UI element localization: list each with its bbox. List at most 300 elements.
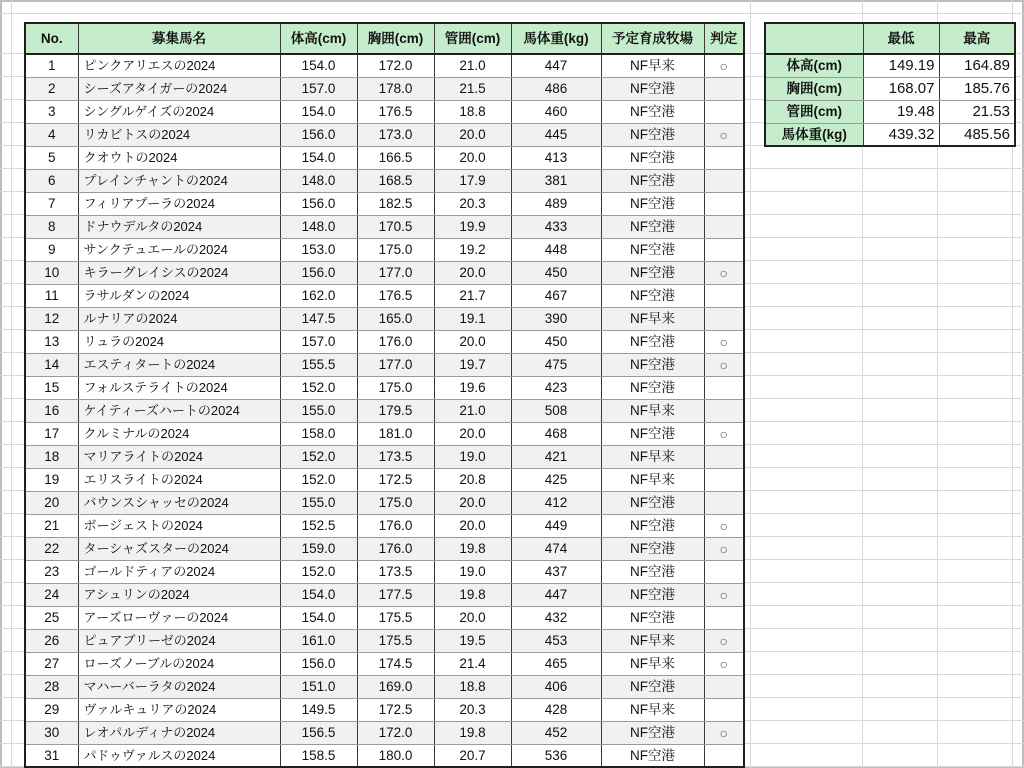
cell-height[interactable]: 148.0 xyxy=(280,169,357,192)
cell-weight[interactable]: 453 xyxy=(511,629,601,652)
cell-height[interactable]: 154.0 xyxy=(280,100,357,123)
cell-chest[interactable]: 177.5 xyxy=(357,583,434,606)
cell-farm[interactable]: NF早来 xyxy=(601,698,704,721)
sheet-gridline xyxy=(11,0,12,768)
cell-mark[interactable]: ○ xyxy=(704,261,744,284)
cell-no[interactable]: 10 xyxy=(25,261,78,284)
cell-weight[interactable]: 412 xyxy=(511,491,601,514)
stats-row xyxy=(765,77,1015,100)
cell-mark[interactable] xyxy=(704,169,744,192)
cell-chest[interactable]: 176.0 xyxy=(357,514,434,537)
cell-no[interactable]: 9 xyxy=(25,238,78,261)
cell-cannon[interactable]: 18.8 xyxy=(434,100,511,123)
cell-mark[interactable] xyxy=(704,77,744,100)
cell-cannon[interactable]: 17.9 xyxy=(434,169,511,192)
cell-mark[interactable] xyxy=(704,491,744,514)
cell-height[interactable]: 157.0 xyxy=(280,330,357,353)
cell-weight[interactable]: 433 xyxy=(511,215,601,238)
cell-mark[interactable] xyxy=(704,100,744,123)
horse-row-2 xyxy=(25,77,744,100)
cell-chest[interactable]: 173.0 xyxy=(357,123,434,146)
cell-weight[interactable]: 425 xyxy=(511,468,601,491)
column-header-farm[interactable]: 予定育成牧場 xyxy=(601,23,704,54)
column-header-cannon[interactable]: 管囲(cm) xyxy=(434,23,511,54)
cell-cannon[interactable]: 19.1 xyxy=(434,307,511,330)
cell-height[interactable]: 158.5 xyxy=(280,744,357,767)
cell-no[interactable]: 6 xyxy=(25,169,78,192)
cell-farm[interactable]: NF空港 xyxy=(601,238,704,261)
stats-max-value[interactable]: 164.89 xyxy=(939,54,1015,77)
horse-row-18 xyxy=(25,445,744,468)
cell-farm[interactable]: NF早来 xyxy=(601,399,704,422)
cell-no[interactable]: 21 xyxy=(25,514,78,537)
cell-horse-name[interactable]: アーズローヴァーの2024 xyxy=(78,606,280,629)
cell-no[interactable]: 11 xyxy=(25,284,78,307)
cell-farm[interactable]: NF早来 xyxy=(601,445,704,468)
cell-farm[interactable]: NF空港 xyxy=(601,261,704,284)
cell-cannon[interactable]: 19.0 xyxy=(434,445,511,468)
cell-horse-name[interactable]: ラサルダンの2024 xyxy=(78,284,280,307)
stats-min-value[interactable]: 19.48 xyxy=(863,100,939,123)
cell-horse-name[interactable]: フォルステライトの2024 xyxy=(78,376,280,399)
cell-mark[interactable] xyxy=(704,606,744,629)
cell-weight[interactable]: 486 xyxy=(511,77,601,100)
stats-min-value[interactable]: 149.19 xyxy=(863,54,939,77)
cell-cannon[interactable]: 20.0 xyxy=(434,422,511,445)
cell-farm[interactable]: NF空港 xyxy=(601,376,704,399)
cell-farm[interactable]: NF空港 xyxy=(601,100,704,123)
cell-height[interactable]: 149.5 xyxy=(280,698,357,721)
cell-mark[interactable] xyxy=(704,284,744,307)
cell-farm[interactable]: NF空港 xyxy=(601,77,704,100)
horse-row-5 xyxy=(25,146,744,169)
stats-max-value[interactable]: 21.53 xyxy=(939,100,1015,123)
horse-row-3 xyxy=(25,100,744,123)
cell-weight[interactable]: 448 xyxy=(511,238,601,261)
cell-cannon[interactable]: 19.9 xyxy=(434,215,511,238)
cell-weight[interactable]: 445 xyxy=(511,123,601,146)
cell-no[interactable]: 1 xyxy=(25,54,78,77)
cell-mark[interactable] xyxy=(704,376,744,399)
cell-no[interactable]: 5 xyxy=(25,146,78,169)
cell-height[interactable]: 155.5 xyxy=(280,353,357,376)
cell-height[interactable]: 154.0 xyxy=(280,54,357,77)
cell-no[interactable]: 7 xyxy=(25,192,78,215)
cell-horse-name[interactable]: ケイティーズハートの2024 xyxy=(78,399,280,422)
cell-chest[interactable]: 177.0 xyxy=(357,353,434,376)
cell-chest[interactable]: 168.5 xyxy=(357,169,434,192)
cell-chest[interactable]: 169.0 xyxy=(357,675,434,698)
stats-label[interactable]: 体高(cm) xyxy=(765,54,863,77)
cell-chest[interactable]: 174.5 xyxy=(357,652,434,675)
cell-weight[interactable]: 450 xyxy=(511,261,601,284)
cell-horse-name[interactable]: シングルゲイズの2024 xyxy=(78,100,280,123)
cell-mark[interactable]: ○ xyxy=(704,652,744,675)
cell-horse-name[interactable]: ルナリアの2024 xyxy=(78,307,280,330)
cell-weight[interactable]: 452 xyxy=(511,721,601,744)
cell-horse-name[interactable]: プレインチャントの2024 xyxy=(78,169,280,192)
cell-farm[interactable]: NF空港 xyxy=(601,606,704,629)
stats-row xyxy=(765,123,1015,146)
cell-farm[interactable]: NF早来 xyxy=(601,54,704,77)
horse-table xyxy=(24,22,745,768)
cell-chest[interactable]: 166.5 xyxy=(357,146,434,169)
cell-weight[interactable]: 428 xyxy=(511,698,601,721)
cell-horse-name[interactable]: ローズノーブルの2024 xyxy=(78,652,280,675)
cell-no[interactable]: 4 xyxy=(25,123,78,146)
stats-label[interactable]: 胸囲(cm) xyxy=(765,77,863,100)
cell-weight[interactable]: 536 xyxy=(511,744,601,767)
cell-weight[interactable]: 450 xyxy=(511,330,601,353)
cell-weight[interactable]: 460 xyxy=(511,100,601,123)
cell-farm[interactable]: NF空港 xyxy=(601,514,704,537)
cell-height[interactable]: 147.5 xyxy=(280,307,357,330)
stats-label[interactable]: 管囲(cm) xyxy=(765,100,863,123)
cell-mark[interactable] xyxy=(704,238,744,261)
cell-height[interactable]: 154.0 xyxy=(280,583,357,606)
cell-mark[interactable]: ○ xyxy=(704,123,744,146)
cell-height[interactable]: 153.0 xyxy=(280,238,357,261)
cell-cannon[interactable]: 19.7 xyxy=(434,353,511,376)
cell-farm[interactable]: NF空港 xyxy=(601,284,704,307)
cell-weight[interactable]: 467 xyxy=(511,284,601,307)
cell-farm[interactable]: NF空港 xyxy=(601,491,704,514)
cell-mark[interactable] xyxy=(704,675,744,698)
cell-horse-name[interactable]: サンクテュエールの2024 xyxy=(78,238,280,261)
cell-cannon[interactable]: 19.2 xyxy=(434,238,511,261)
cell-no[interactable]: 27 xyxy=(25,652,78,675)
cell-mark[interactable] xyxy=(704,744,744,767)
cell-height[interactable]: 156.0 xyxy=(280,123,357,146)
cell-no[interactable]: 14 xyxy=(25,353,78,376)
cell-no[interactable]: 12 xyxy=(25,307,78,330)
cell-cannon[interactable]: 20.0 xyxy=(434,514,511,537)
cell-horse-name[interactable]: ゴールドティアの2024 xyxy=(78,560,280,583)
cell-farm[interactable]: NF空港 xyxy=(601,169,704,192)
horse-row-7 xyxy=(25,192,744,215)
cell-chest[interactable]: 179.5 xyxy=(357,399,434,422)
cell-no[interactable]: 26 xyxy=(25,629,78,652)
cell-cannon[interactable]: 19.8 xyxy=(434,537,511,560)
cell-chest[interactable]: 182.5 xyxy=(357,192,434,215)
cell-cannon[interactable]: 21.0 xyxy=(434,54,511,77)
cell-weight[interactable]: 406 xyxy=(511,675,601,698)
cell-weight[interactable]: 468 xyxy=(511,422,601,445)
cell-chest[interactable]: 176.5 xyxy=(357,284,434,307)
cell-no[interactable]: 22 xyxy=(25,537,78,560)
horse-row-10 xyxy=(25,261,744,284)
cell-weight[interactable]: 474 xyxy=(511,537,601,560)
column-header-mark[interactable]: 判定 xyxy=(704,23,744,54)
cell-weight[interactable]: 423 xyxy=(511,376,601,399)
cell-cannon[interactable]: 20.0 xyxy=(434,261,511,284)
cell-no[interactable]: 15 xyxy=(25,376,78,399)
cell-horse-name[interactable]: リカビトスの2024 xyxy=(78,123,280,146)
cell-height[interactable]: 156.0 xyxy=(280,652,357,675)
cell-no[interactable]: 24 xyxy=(25,583,78,606)
cell-no[interactable]: 18 xyxy=(25,445,78,468)
column-header-horse-name[interactable]: 募集馬名 xyxy=(78,23,280,54)
cell-chest[interactable]: 175.0 xyxy=(357,376,434,399)
cell-farm[interactable]: NF空港 xyxy=(601,330,704,353)
cell-weight[interactable]: 447 xyxy=(511,583,601,606)
cell-mark[interactable]: ○ xyxy=(704,514,744,537)
cell-mark[interactable]: ○ xyxy=(704,721,744,744)
cell-mark[interactable] xyxy=(704,146,744,169)
cell-chest[interactable]: 173.5 xyxy=(357,445,434,468)
cell-farm[interactable]: NF空港 xyxy=(601,353,704,376)
cell-farm[interactable]: NF空港 xyxy=(601,146,704,169)
cell-weight[interactable]: 489 xyxy=(511,192,601,215)
horse-row-17 xyxy=(25,422,744,445)
cell-mark[interactable]: ○ xyxy=(704,537,744,560)
cell-height[interactable]: 152.0 xyxy=(280,560,357,583)
cell-chest[interactable]: 175.5 xyxy=(357,606,434,629)
cell-horse-name[interactable]: ピンクアリエスの2024 xyxy=(78,54,280,77)
cell-mark[interactable]: ○ xyxy=(704,330,744,353)
cell-farm[interactable]: NF空港 xyxy=(601,675,704,698)
cell-chest[interactable]: 176.0 xyxy=(357,330,434,353)
stats-row xyxy=(765,100,1015,123)
cell-chest[interactable]: 177.0 xyxy=(357,261,434,284)
cell-mark[interactable]: ○ xyxy=(704,54,744,77)
cell-height[interactable]: 155.0 xyxy=(280,399,357,422)
cell-no[interactable]: 8 xyxy=(25,215,78,238)
cell-height[interactable]: 156.0 xyxy=(280,261,357,284)
cell-horse-name[interactable]: リュラの2024 xyxy=(78,330,280,353)
column-header-height[interactable]: 体高(cm) xyxy=(280,23,357,54)
cell-mark[interactable]: ○ xyxy=(704,629,744,652)
cell-cannon[interactable]: 19.8 xyxy=(434,721,511,744)
horse-row-15 xyxy=(25,376,744,399)
cell-height[interactable]: 152.0 xyxy=(280,376,357,399)
cell-weight[interactable]: 447 xyxy=(511,54,601,77)
cell-horse-name[interactable]: エリスライトの2024 xyxy=(78,468,280,491)
cell-horse-name[interactable]: マハーバーラタの2024 xyxy=(78,675,280,698)
cell-farm[interactable]: NF空港 xyxy=(601,721,704,744)
cell-height[interactable]: 151.0 xyxy=(280,675,357,698)
horse-row-31 xyxy=(25,744,744,767)
stats-max-value[interactable]: 185.76 xyxy=(939,77,1015,100)
stats-min-value[interactable]: 439.32 xyxy=(863,123,939,146)
cell-no[interactable]: 3 xyxy=(25,100,78,123)
cell-mark[interactable] xyxy=(704,698,744,721)
cell-weight[interactable]: 381 xyxy=(511,169,601,192)
cell-horse-name[interactable]: ヴァルキュリアの2024 xyxy=(78,698,280,721)
cell-chest[interactable]: 180.0 xyxy=(357,744,434,767)
cell-horse-name[interactable]: マリアライトの2024 xyxy=(78,445,280,468)
cell-no[interactable]: 16 xyxy=(25,399,78,422)
cell-horse-name[interactable]: ボージェストの2024 xyxy=(78,514,280,537)
cell-height[interactable]: 155.0 xyxy=(280,491,357,514)
cell-mark[interactable]: ○ xyxy=(704,353,744,376)
cell-horse-name[interactable]: レオパルディナの2024 xyxy=(78,721,280,744)
cell-mark[interactable]: ○ xyxy=(704,422,744,445)
cell-horse-name[interactable]: アシュリンの2024 xyxy=(78,583,280,606)
horse-row-25 xyxy=(25,606,744,629)
column-header-chest[interactable]: 胸囲(cm) xyxy=(357,23,434,54)
cell-chest[interactable]: 172.5 xyxy=(357,468,434,491)
cell-cannon[interactable]: 19.8 xyxy=(434,583,511,606)
horse-row-16 xyxy=(25,399,744,422)
cell-height[interactable]: 157.0 xyxy=(280,77,357,100)
cell-horse-name[interactable]: ピュアブリーゼの2024 xyxy=(78,629,280,652)
cell-height[interactable]: 152.0 xyxy=(280,445,357,468)
cell-mark[interactable] xyxy=(704,560,744,583)
cell-horse-name[interactable]: エスティタートの2024 xyxy=(78,353,280,376)
stats-corner-cell[interactable] xyxy=(765,23,863,54)
cell-height[interactable]: 156.0 xyxy=(280,192,357,215)
cell-mark[interactable] xyxy=(704,215,744,238)
cell-mark[interactable] xyxy=(704,445,744,468)
cell-cannon[interactable]: 21.4 xyxy=(434,652,511,675)
cell-chest[interactable]: 172.5 xyxy=(357,698,434,721)
cell-weight[interactable]: 413 xyxy=(511,146,601,169)
cell-height[interactable]: 148.0 xyxy=(280,215,357,238)
horse-row-29 xyxy=(25,698,744,721)
horse-row-21 xyxy=(25,514,744,537)
cell-horse-name[interactable]: パドゥヴァルスの2024 xyxy=(78,744,280,767)
cell-chest[interactable]: 170.5 xyxy=(357,215,434,238)
cell-cannon[interactable]: 20.8 xyxy=(434,468,511,491)
cell-chest[interactable]: 176.5 xyxy=(357,100,434,123)
cell-farm[interactable]: NF空港 xyxy=(601,192,704,215)
cell-cannon[interactable]: 21.0 xyxy=(434,399,511,422)
cell-weight[interactable]: 465 xyxy=(511,652,601,675)
cell-horse-name[interactable]: フィリアプーラの2024 xyxy=(78,192,280,215)
cell-mark[interactable] xyxy=(704,468,744,491)
cell-horse-name[interactable]: クルミナルの2024 xyxy=(78,422,280,445)
sheet-gridline xyxy=(0,13,1024,14)
stats-max-value[interactable]: 485.56 xyxy=(939,123,1015,146)
cell-no[interactable]: 25 xyxy=(25,606,78,629)
cell-cannon[interactable]: 21.5 xyxy=(434,77,511,100)
cell-mark[interactable] xyxy=(704,307,744,330)
cell-no[interactable]: 30 xyxy=(25,721,78,744)
cell-cannon[interactable]: 20.3 xyxy=(434,192,511,215)
cell-weight[interactable]: 437 xyxy=(511,560,601,583)
cell-height[interactable]: 152.0 xyxy=(280,468,357,491)
cell-farm[interactable]: NF空港 xyxy=(601,560,704,583)
column-header-no[interactable]: No. xyxy=(25,23,78,54)
cell-no[interactable]: 31 xyxy=(25,744,78,767)
cell-no[interactable]: 23 xyxy=(25,560,78,583)
cell-height[interactable]: 158.0 xyxy=(280,422,357,445)
cell-no[interactable]: 17 xyxy=(25,422,78,445)
cell-no[interactable]: 20 xyxy=(25,491,78,514)
cell-farm[interactable]: NF空港 xyxy=(601,744,704,767)
cell-mark[interactable]: ○ xyxy=(704,583,744,606)
column-header-weight[interactable]: 馬体重(kg) xyxy=(511,23,601,54)
cell-cannon[interactable]: 21.7 xyxy=(434,284,511,307)
cell-farm[interactable]: NF空港 xyxy=(601,422,704,445)
cell-horse-name[interactable]: バウンスシャッセの2024 xyxy=(78,491,280,514)
cell-horse-name[interactable]: ターシャズスターの2024 xyxy=(78,537,280,560)
cell-cannon[interactable]: 20.0 xyxy=(434,606,511,629)
cell-weight[interactable]: 508 xyxy=(511,399,601,422)
horse-row-6 xyxy=(25,169,744,192)
cell-chest[interactable]: 172.0 xyxy=(357,721,434,744)
cell-farm[interactable]: NF早来 xyxy=(601,652,704,675)
horse-row-11 xyxy=(25,284,744,307)
cell-horse-name[interactable]: クオウトの2024 xyxy=(78,146,280,169)
stats-min-value[interactable]: 168.07 xyxy=(863,77,939,100)
cell-weight[interactable]: 449 xyxy=(511,514,601,537)
cell-no[interactable]: 28 xyxy=(25,675,78,698)
cell-cannon[interactable]: 20.0 xyxy=(434,146,511,169)
cell-weight[interactable]: 475 xyxy=(511,353,601,376)
cell-farm[interactable]: NF空港 xyxy=(601,583,704,606)
cell-no[interactable]: 19 xyxy=(25,468,78,491)
cell-chest[interactable]: 175.5 xyxy=(357,629,434,652)
cell-mark[interactable] xyxy=(704,192,744,215)
cell-farm[interactable]: NF早来 xyxy=(601,629,704,652)
horse-row-12 xyxy=(25,307,744,330)
cell-height[interactable]: 154.0 xyxy=(280,146,357,169)
cell-horse-name[interactable]: シーズアタイガーの2024 xyxy=(78,77,280,100)
cell-height[interactable]: 152.5 xyxy=(280,514,357,537)
stats-column-header-min[interactable]: 最低 xyxy=(863,23,939,54)
cell-chest[interactable]: 172.0 xyxy=(357,54,434,77)
cell-height[interactable]: 159.0 xyxy=(280,537,357,560)
horse-row-4 xyxy=(25,123,744,146)
cell-chest[interactable]: 173.5 xyxy=(357,560,434,583)
cell-chest[interactable]: 176.0 xyxy=(357,537,434,560)
sheet-gridline xyxy=(750,0,751,768)
cell-chest[interactable]: 178.0 xyxy=(357,77,434,100)
cell-farm[interactable]: NF空港 xyxy=(601,537,704,560)
cell-chest[interactable]: 165.0 xyxy=(357,307,434,330)
cell-cannon[interactable]: 20.7 xyxy=(434,744,511,767)
cell-farm[interactable]: NF空港 xyxy=(601,123,704,146)
cell-no[interactable]: 13 xyxy=(25,330,78,353)
cell-weight[interactable]: 390 xyxy=(511,307,601,330)
horse-row-28 xyxy=(25,675,744,698)
cell-chest[interactable]: 175.0 xyxy=(357,238,434,261)
cell-height[interactable]: 156.5 xyxy=(280,721,357,744)
stats-column-header-max[interactable]: 最高 xyxy=(939,23,1015,54)
cell-weight[interactable]: 432 xyxy=(511,606,601,629)
cell-height[interactable]: 154.0 xyxy=(280,606,357,629)
horse-row-30 xyxy=(25,721,744,744)
cell-horse-name[interactable]: ドナウデルタの2024 xyxy=(78,215,280,238)
cell-height[interactable]: 161.0 xyxy=(280,629,357,652)
cell-farm[interactable]: NF空港 xyxy=(601,215,704,238)
horse-row-19 xyxy=(25,468,744,491)
stats-header-row xyxy=(765,23,1015,54)
cell-cannon[interactable]: 18.8 xyxy=(434,675,511,698)
cell-cannon[interactable]: 19.6 xyxy=(434,376,511,399)
cell-no[interactable]: 29 xyxy=(25,698,78,721)
cell-no[interactable]: 2 xyxy=(25,77,78,100)
cell-cannon[interactable]: 20.0 xyxy=(434,123,511,146)
cell-farm[interactable]: NF早来 xyxy=(601,307,704,330)
horse-row-24 xyxy=(25,583,744,606)
cell-weight[interactable]: 421 xyxy=(511,445,601,468)
cell-horse-name[interactable]: キラーグレイシスの2024 xyxy=(78,261,280,284)
cell-cannon[interactable]: 19.5 xyxy=(434,629,511,652)
cell-chest[interactable]: 175.0 xyxy=(357,491,434,514)
cell-height[interactable]: 162.0 xyxy=(280,284,357,307)
cell-cannon[interactable]: 20.0 xyxy=(434,491,511,514)
cell-mark[interactable] xyxy=(704,399,744,422)
cell-cannon[interactable]: 19.0 xyxy=(434,560,511,583)
cell-chest[interactable]: 181.0 xyxy=(357,422,434,445)
cell-cannon[interactable]: 20.3 xyxy=(434,698,511,721)
cell-farm[interactable]: NF早来 xyxy=(601,468,704,491)
stats-label[interactable]: 馬体重(kg) xyxy=(765,123,863,146)
cell-cannon[interactable]: 20.0 xyxy=(434,330,511,353)
